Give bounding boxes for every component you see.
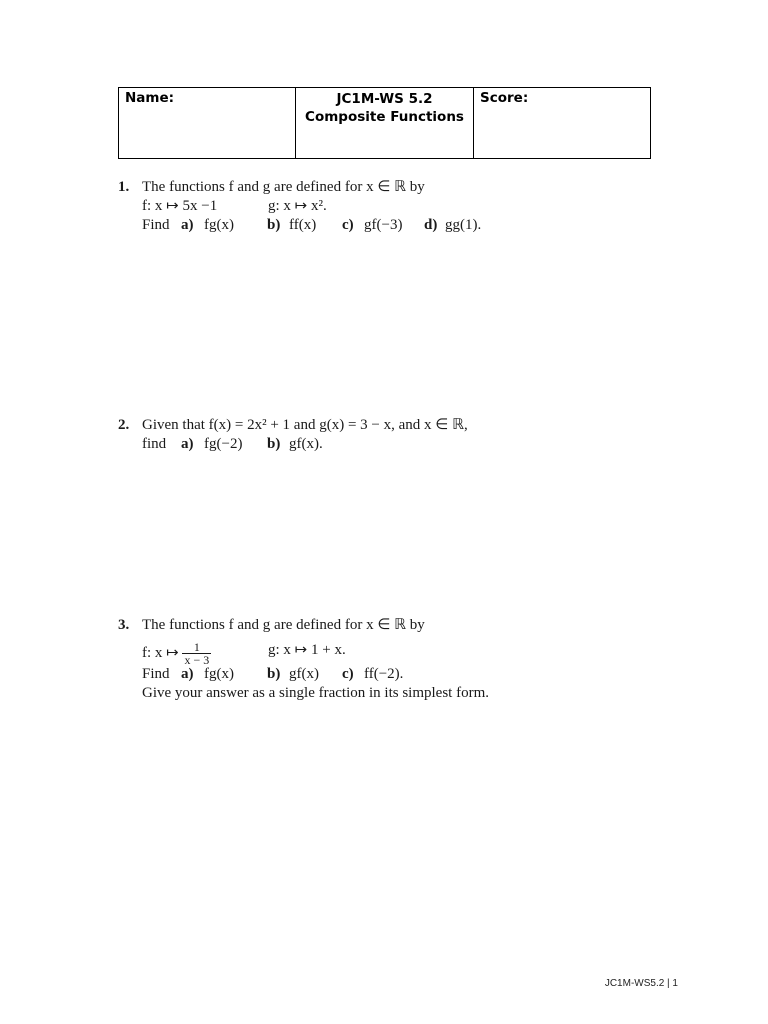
question-2 <box>118 416 478 454</box>
part-expression: fg(x) <box>204 666 234 682</box>
part-label: b) <box>267 217 281 233</box>
part-expression: fg(−2) <box>204 436 243 452</box>
title-cell <box>296 88 474 159</box>
part-label: c) <box>342 666 354 682</box>
score-label: Score: <box>480 90 529 106</box>
f-fraction <box>182 641 211 666</box>
question-number: 1. <box>118 179 130 195</box>
part-label: d) <box>424 217 438 233</box>
part-expression: gf(x). <box>289 436 323 452</box>
part-expression: fg(x) <box>204 217 234 233</box>
fraction-numerator: 1 <box>182 641 211 654</box>
worksheet-title: Composite Functions <box>305 109 464 125</box>
name-label: Name: <box>125 90 175 106</box>
part-expression: gf(x) <box>289 666 319 682</box>
worksheet-header-table <box>118 87 651 159</box>
part-label: b) <box>267 436 281 452</box>
f-definition: f: x ↦ 5x −1 <box>142 198 218 214</box>
question-number: 2. <box>118 417 130 433</box>
question-intro: The functions f and g are defined for x ∈ ℝ by <box>142 617 425 633</box>
part-label: a) <box>181 436 194 452</box>
f-prefix: f: x ↦ <box>142 644 179 661</box>
find-label: Find <box>142 217 170 233</box>
name-cell[interactable] <box>119 88 296 159</box>
part-expression: gg(1). <box>445 217 482 233</box>
find-label: Find <box>142 666 170 682</box>
part-expression: gf(−3) <box>364 217 403 233</box>
find-label: find <box>142 436 167 452</box>
part-label: a) <box>181 217 194 233</box>
part-expression: ff(x) <box>289 217 317 233</box>
part-expression: ff(−2). <box>364 666 404 682</box>
fraction-denominator: x − 3 <box>184 653 210 667</box>
worksheet-code: JC1M-WS 5.2 <box>336 91 433 107</box>
page-footer: JC1M-WS5.2 | 1 <box>604 978 678 989</box>
answer-instruction: Give your answer as a single fraction in its simplest form. <box>142 685 490 701</box>
question-intro: The functions f and g are defined for x ∈ ℝ by <box>142 179 425 195</box>
question-3 <box>118 616 498 703</box>
part-label: a) <box>181 666 194 682</box>
score-cell[interactable] <box>474 88 651 159</box>
f-definition <box>142 641 211 666</box>
question-number: 3. <box>118 617 130 633</box>
part-label: c) <box>342 217 354 233</box>
part-label: b) <box>267 666 281 682</box>
g-definition: g: x ↦ x². <box>268 198 327 214</box>
question-intro: Given that f(x) = 2x² + 1 and g(x) = 3 − x, and x ∈ ℝ, <box>142 417 468 433</box>
question-1 <box>118 178 498 235</box>
g-definition: g: x ↦ 1 + x. <box>268 642 346 658</box>
